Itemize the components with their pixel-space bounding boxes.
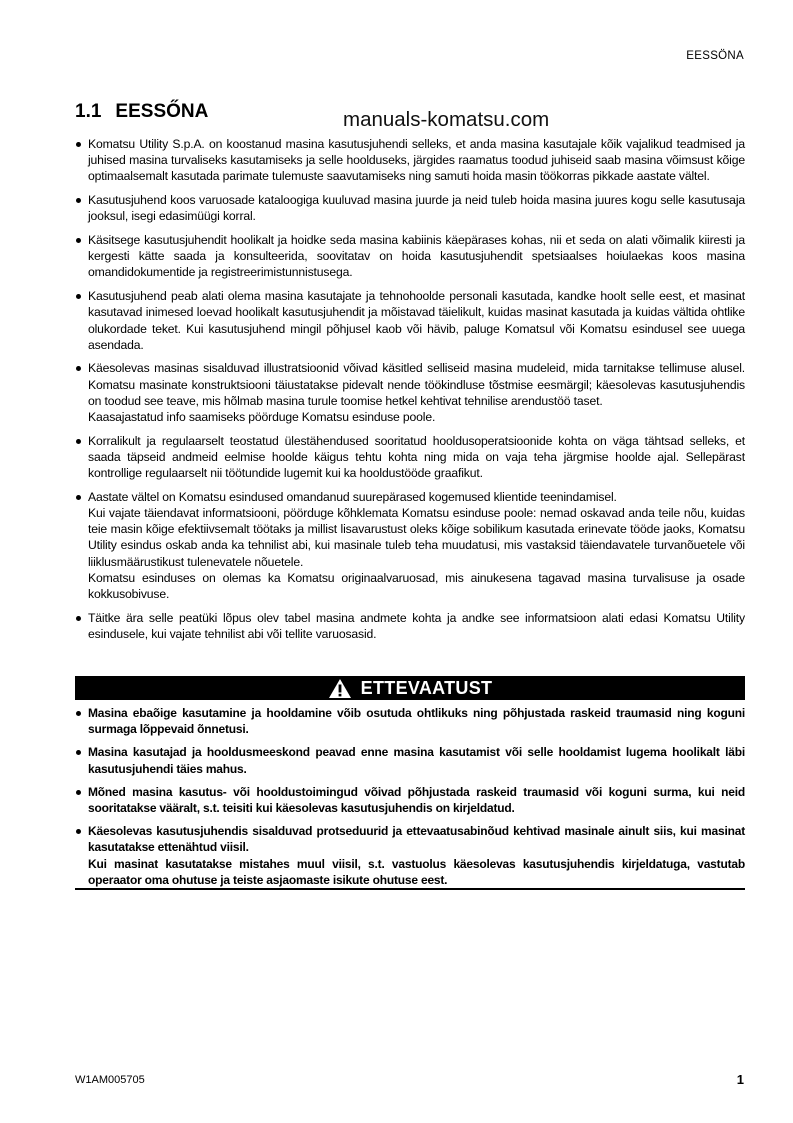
list-item xyxy=(75,823,745,888)
list-item xyxy=(75,136,745,185)
warning-triangle-icon xyxy=(328,678,352,699)
divider xyxy=(75,888,745,890)
bullet-icon xyxy=(76,711,81,716)
bullet-icon xyxy=(76,750,81,755)
bullet-icon xyxy=(76,198,81,203)
page-number: 1 xyxy=(736,1072,744,1087)
bullet-icon xyxy=(76,366,81,371)
bullet-icon xyxy=(76,790,81,795)
bullet-icon xyxy=(76,238,81,243)
list-item xyxy=(75,360,745,425)
list-item xyxy=(75,784,745,816)
paragraph: Täitke ära selle peatüki lõpus olev tabel masina andmete kohta ja andke see informatsioon alati edasi Komatsu Utility esindusele, kui vajate tehnilist abi või tellite varuosasid. xyxy=(88,610,745,641)
warning-box xyxy=(75,676,745,895)
list-item xyxy=(75,705,745,737)
section-title xyxy=(75,101,208,123)
bullet-icon xyxy=(76,294,81,299)
paragraph: Kasutusjuhend peab alati olema masina kasutajate ja tehnohoolde personali kasutada, kandke hoolt selle eest, et masinat kasutavad inimesed loevad hoolikalt kasutusjuhendit ja mõistavad täielikult, kuidas masinat kasutada ja kuidas vältida ohtlike olukordade teket. Kui kasutusjuhend mingil põhjusel kaob või hävib, paluge Komatsul või Komatsu esindusel see uuega asendada. xyxy=(88,289,745,352)
bullet-icon xyxy=(76,616,81,621)
list-item xyxy=(75,610,745,642)
warning-title: ETTEVAATUST xyxy=(360,677,493,698)
paragraph: Kui masinat kasutatakse mistahes muul viisil, s.t. vastuolus käesolevas kasutusjuhendis kirjeldatuga, vastutab operaator oma ohutuse ja teiste asjaomaste isikute ohutuse eest. xyxy=(88,856,745,887)
paragraph: Käsitsege kasutusjuhendit hoolikalt ja hoidke seda masina kabiinis käepärases kohas, nii et seda on alati võimalik kiiresti ja kergesti kätte saada ja konsulteerida, soovitatav on hoida kasutusjuhendit spetsiaalses hoiulaekas koos masina omandidokumentide ja registreerimistunnistusega. xyxy=(88,233,745,280)
paragraph: Aastate vältel on Komatsu esindused omandanud suurepärased kogemused klientide teenindamisel. xyxy=(88,489,617,504)
paragraph: Kui vajate täiendavat informatsiooni, pöörduge kõhklemata Komatsu esinduse poole: nemad oskavad anda teile nõu, kuidas teie masin kõige efektiivsemalt töötaks ja millist lisavarustust oleks kõige sobilikum kasutada erinevate tööde jaoks, Komatsu Utility esindus oskab anda ka tehnilist abi, kui masinale tuleb teha muudatusi, mis vastaksid täiendavatele turvanõuetele või liiklusmäärustikust tulenevatele nõuetele. xyxy=(88,506,745,569)
paragraph: Komatsu esinduses on olemas ka Komatsu originaalvaruosad, mis ainukesena tagavad masina turvalisuse ja osade kokkusobivuse. xyxy=(88,570,745,602)
list-item xyxy=(75,232,745,281)
bullet-icon xyxy=(76,142,81,147)
running-header: EESSÖNA xyxy=(686,50,744,62)
bullet-icon xyxy=(76,495,81,500)
list-item xyxy=(75,192,745,224)
list-item xyxy=(75,288,745,353)
section-title-text: EESSŐNA xyxy=(115,101,209,122)
paragraph: Käesolevas kasutusjuhendis sisalduvad protseduurid ja ettevaatusabinõud kehtivad masinale ainult siis, kui masinat kasutatakse ettenähtud viisil. xyxy=(88,824,745,855)
paragraph: Kasutusjuhend koos varuosade kataloogiga kuuluvad masina juurde ja neid tuleb hoida masina juures kogu selle kasutusaja jooksul, isegi edasimüügi korral. xyxy=(88,193,745,224)
warning-banner xyxy=(75,676,745,700)
document-code: W1AM005705 xyxy=(75,1074,145,1086)
section-number: 1.1 xyxy=(75,101,102,122)
paragraph: Korralikult ja regulaarselt teostatud ülestähendused sooritatud hooldusoperatsioonide kohta on väga tähtsad selleks, et saada täpseid andmeid eelmise hoolde käigus tehtu kohta ning mida on vaja teha järgmise hoolde ajal. Sellepärast kontrollige regulaarselt nii töötundide lugemit kui ka hooldustööde graafikut. xyxy=(88,433,745,481)
list-item xyxy=(75,744,745,776)
paragraph: Käesolevas masinas sisalduvad illustratsioonid võivad käsitled selliseid masina mudeleid, mida tarnitakse tellimuse alusel. Komatsu masinate konstruktsiooni täiustatakse pidevalt nende töökindluse tõstmise eesmärgil; käesolevas kasutusjuhendis on toodud see teave, mis hõlmab masina turule toomise hetkel kehtivat tehnilise arendustöö taset. xyxy=(88,361,745,408)
paragraph: Mõned masina kasutus- või hooldustoimingud võivad põhjustada raskeid traumasid või koguni surma, kui neid sooritatakse vääralt, s.t. teisiti kui käesolevas kasutusjuhendis on kirjeldatud. xyxy=(88,784,745,816)
paragraph: Komatsu Utility S.p.A. on koostanud masina kasutusjuhendi selleks, et anda masina kasutajale kõik vajalikud teadmised ja juhised masina turvaliseks kasutamiseks ja selle hoolduseks, järgides raamatus toodud juhiseid saab masina võimsust kõige optimaalsemalt kasutada parimate tulemuste saavutamiseks ning samuti hoida masin töökorras pikkade aastate vältel. xyxy=(88,137,745,184)
bullet-icon xyxy=(76,829,81,834)
warning-list xyxy=(75,705,745,888)
list-item xyxy=(75,433,745,482)
watermark: manuals-komatsu.com xyxy=(343,108,550,131)
bullet-list xyxy=(75,136,745,650)
paragraph: Masina kasutajad ja hooldusmeeskond peavad enne masina kasutamist või selle hooldamist lugema hoolikalt läbi kasutusjuhendi täies mahus. xyxy=(88,745,745,776)
bullet-icon xyxy=(76,439,81,444)
list-item xyxy=(75,489,745,602)
paragraph: Kaasajastatud info saamiseks pöörduge Komatsu esinduse poole. xyxy=(88,410,436,425)
paragraph: Masina ebaõige kasutamine ja hooldamine võib osutuda ohtlikuks ning põhjustada raskeid traumasid ning koguni surmaga lõppevaid õnnetusi. xyxy=(88,706,745,737)
